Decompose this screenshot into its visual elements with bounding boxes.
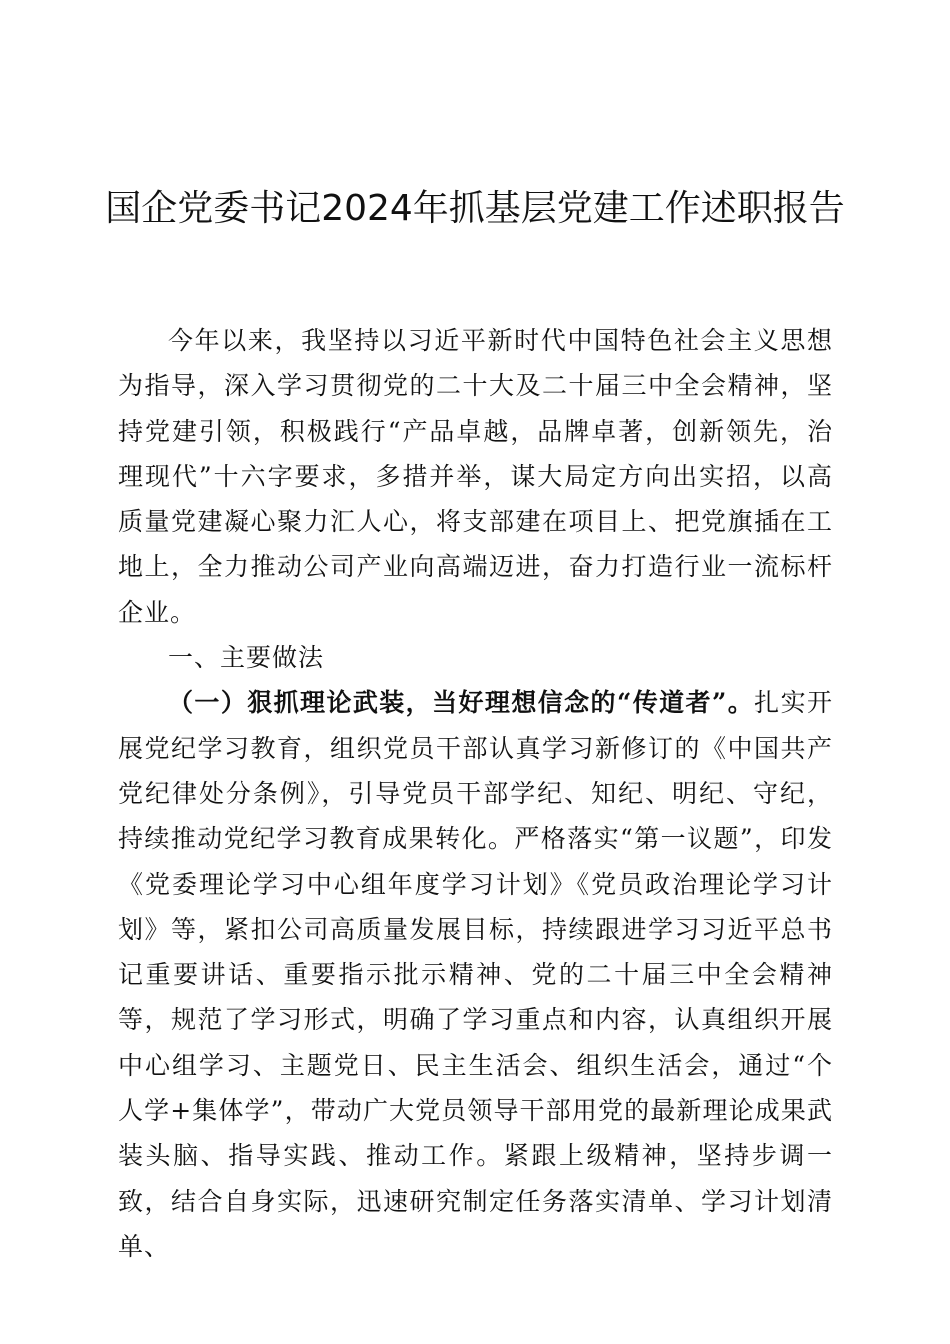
subsection-paragraph-theory xyxy=(118,680,833,1269)
section-heading-main-practices: 一、主要做法 xyxy=(168,643,325,673)
intro-paragraph: 今年以来，我坚持以习近平新时代中国特色社会主义思想为指导，深入学习贯彻党的二十大及二十届三中全会精神，坚持党建引领，积极践行“产品卓越，品牌卓著，创新领先，治理现代”十六字要求，多措并举，谋大局定方向出实招，以高质量党建凝心聚力汇人心，将支部建在项目上、把党旗插在工地上，全力推动公司产业向高端迈进，奋力打造行业一流标杆企业。 xyxy=(118,326,833,627)
subsection-lead: （一）狠抓理论武装，当好理想信念的“传道者”。 xyxy=(168,688,755,718)
document-body xyxy=(118,318,833,1269)
subsection-body: 扎实开展党纪学习教育，组织党员干部认真学习新修订的《中国共产党纪律处分条例》，引导党员干部学纪、知纪、明纪、守纪，持续推动党纪学习教育成果转化。严格落实“第一议题”，印发《党委理论学习中心组年度学习计划》《党员政治理论学习计划》等，紧扣公司高质量发展目标，持续跟进学习习近平总书记重要讲话、重要指示批示精神、党的二十届三中全会精神等，规范了学习形式，明确了学习重点和内容，认真组织开展中心组学习、主题党日、民主生活会、组织生活会，通过“个人学+集体学”，带动广大党员领导干部用党的最新理论成果武装头脑、指导实践、推动工作。紧跟上级精神，坚持步调一致，结合自身实际，迅速研究制定任务落实清单、学习计划清单、 xyxy=(118,688,833,1261)
document-title: 国企党委书记2024年抓基层党建工作述职报告 xyxy=(105,188,845,229)
